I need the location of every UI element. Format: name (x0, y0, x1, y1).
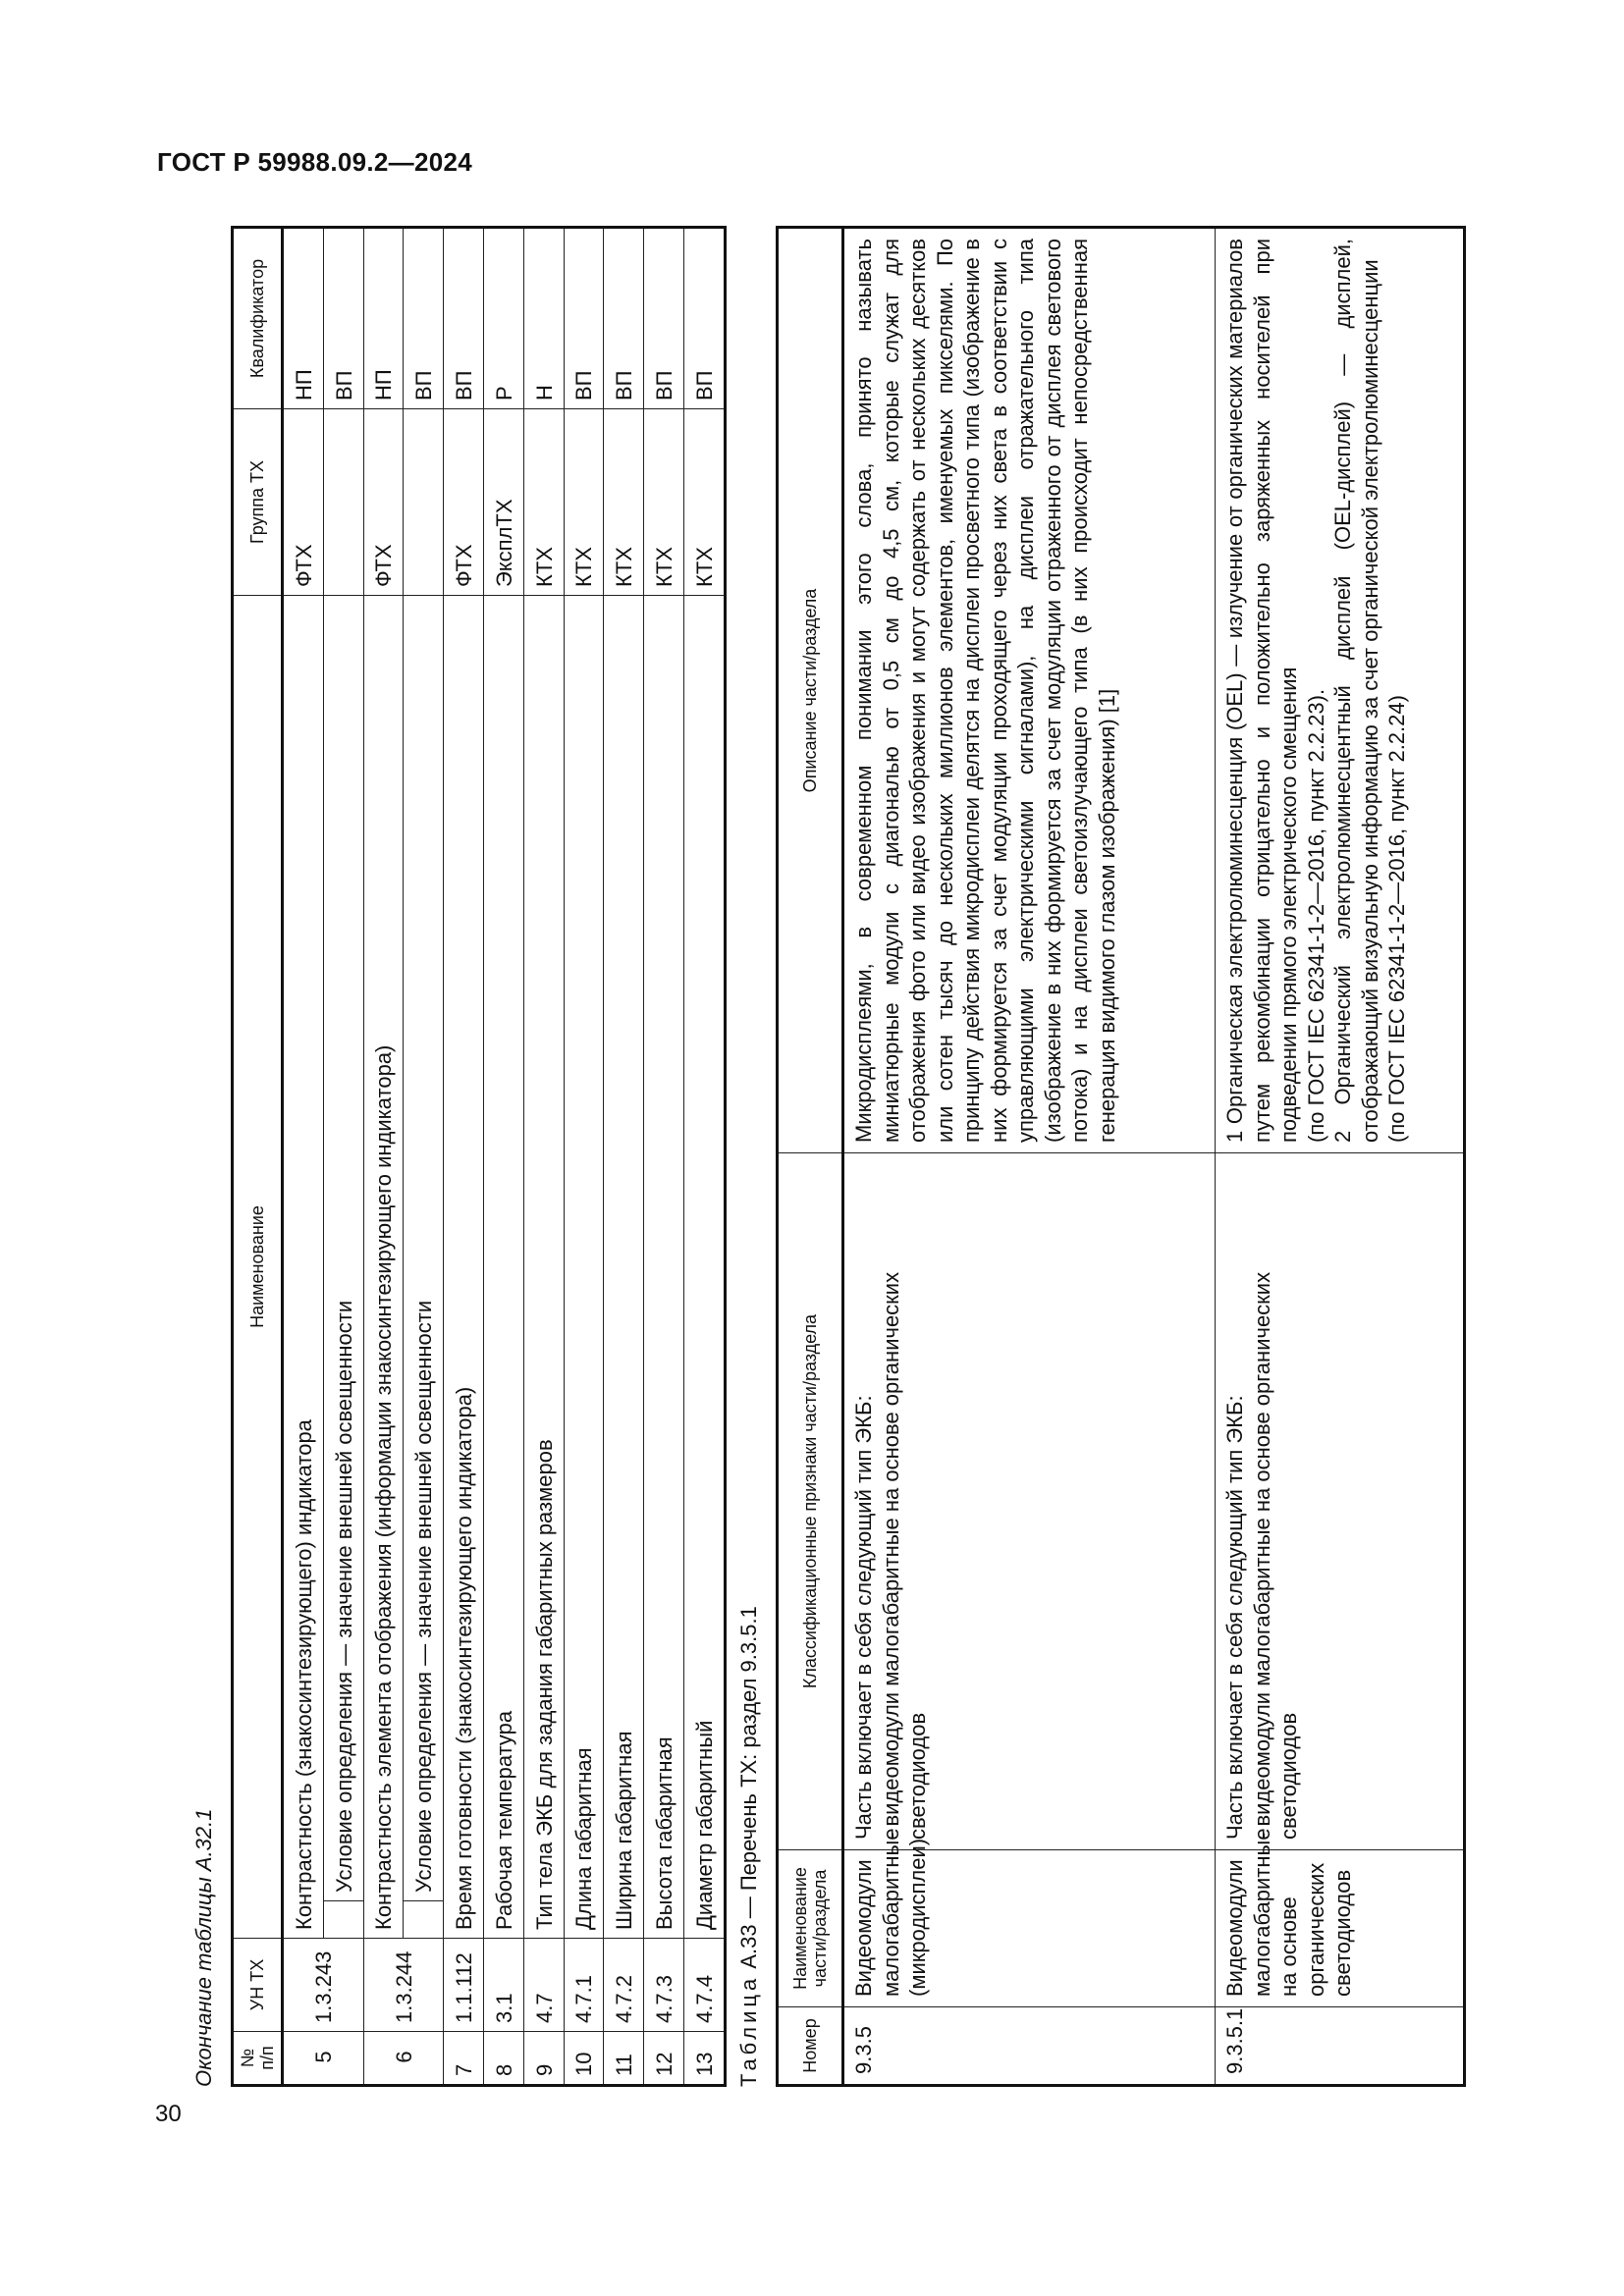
row-qual: НП (363, 228, 404, 409)
row-group: ФТХ (363, 409, 404, 596)
table-row (564, 228, 604, 2086)
row-qual: ВП (604, 228, 644, 409)
table-row (644, 228, 684, 2086)
row-num: 8 (484, 2032, 524, 2086)
table-a33 (776, 226, 1466, 2087)
row-qual: ВП (644, 228, 684, 409)
col-header-section-name: Наименование части/раздела (778, 1850, 843, 2007)
row-qual: ВП (404, 228, 444, 409)
document-code-header: ГОСТ Р 59988.09.2—2024 (157, 147, 472, 177)
row-code: 4.7 (523, 1939, 564, 2032)
table-a32-1-caption: Окончание таблицы А.32.1 (191, 1808, 216, 2087)
row-num: 9 (523, 2032, 564, 2086)
row-qual: ВП (323, 228, 363, 409)
table-row (604, 228, 644, 2086)
table-row (523, 228, 564, 2086)
table-row (444, 228, 484, 2086)
row-group: КТХ (523, 409, 564, 596)
row-description: 1 Органическая электролюминесценция (OEL) — излучение от органических материалов путем рекомбинации отрицательно и положительно заряженных носителей при подведении прямого электрического смещения (по ГОСТ IEC 62341-1-2—2016, пункт 2.2.23). 2 Органический электролюминесцентный дисплей (OEL-дисплей) — дисплей, отображающий визуальную информацию за счет органической электролюминесценции (по ГОСТ IEC 62341-1-2—2016, пункт 2.2.24) (1216, 228, 1465, 1153)
row-code: 4.7.3 (644, 1939, 684, 2032)
col-header-group: Группа ТХ (233, 409, 283, 596)
row-num: 5 (283, 2032, 364, 2086)
col-header-number: Номер (778, 2007, 843, 2086)
row-section-name: Видеомодули малогабаритные на основе органических светодиодов (1216, 1850, 1465, 2007)
row-name: Тип тела ЭКБ для задания габаритных размеров (523, 596, 564, 1939)
table-row (363, 228, 404, 2086)
row-group: КТХ (684, 409, 726, 596)
row-num: 12 (644, 2032, 684, 2086)
row-name: Контрастность (знакосинтезирующего) индикатора (283, 596, 324, 1939)
row-code: 4.7.4 (684, 1939, 726, 2032)
row-name: Диаметр габаритный (684, 596, 726, 1939)
table-row (323, 228, 363, 2086)
row-features: Часть включает в себя следующий тип ЭКБ: - видеомодули малогабаритные на основе органических светодиодов (843, 1153, 1216, 1850)
row-num: 7 (444, 2032, 484, 2086)
row-number: 9.3.5 (843, 2007, 1216, 2086)
table-row (484, 228, 524, 2086)
col-header-features: Классификационные признаки части/раздела (778, 1153, 843, 1850)
table-a33-rotated-block (736, 229, 1492, 2087)
table-a33-caption-text: А.33 — Перечень ТХ: раздел 9.3.5.1 (736, 1606, 761, 1975)
row-name: Ширина габаритная (604, 596, 644, 1939)
table-row (843, 228, 1216, 2086)
row-num: 11 (604, 2032, 644, 2086)
row-description: Микродисплеями, в современном понимании этого слова, принято называть миниатюрные модули с диагональю от 0,5 см до 4,5 см, которые служат для отображения фото или видео изображения и могут содержать от нескольких десятков или сотен тысяч до нескольких миллионов элементов, именуемых пикселями. По принципу действия микродисплеи делятся на дисплеи просветного типа (изображение в них формируется за счет модуляции проходящего через них света в соответствии с управляющими электрическими сигналами), на дисплеи отражательного типа (изображение в них формируется за счет модуляции отраженного от дисплея светового потока) и на дисплеи светоизлучающего типа (в них происходит непосредственная генерация видимого глазом изображения) [1] (843, 228, 1216, 1153)
row-group: ФТХ (283, 409, 324, 596)
col-header-qual: Квалификатор (233, 228, 283, 409)
table-a32-1 (231, 226, 727, 2087)
row-qual: Р (484, 228, 524, 409)
col-header-num: № п/п (233, 2032, 283, 2086)
row-group: ЭксплТХ (484, 409, 524, 596)
row-name: Время готовности (знакосинтезирующего индикатора) (444, 596, 484, 1939)
table-row (283, 228, 324, 2086)
page-number: 30 (155, 2101, 182, 2127)
row-name: Условие определения — значение внешней освещенности (404, 596, 444, 1901)
table-row (1216, 228, 1465, 2086)
row-qual: ВП (564, 228, 604, 409)
col-header-code: УН ТХ (233, 1939, 283, 2032)
row-qual: НП (283, 228, 324, 409)
col-header-description: Описание части/раздела (778, 228, 843, 1153)
row-code: 1.3.243 (283, 1939, 364, 2032)
row-number: 9.3.5.1 (1216, 2007, 1465, 2086)
row-qual: ВП (444, 228, 484, 409)
row-code: 3.1 (484, 1939, 524, 2032)
row-code: 1.3.244 (363, 1939, 444, 2032)
row-name: Условие определения — значение внешней освещенности (323, 596, 363, 1901)
table-a32-1-rotated-block (191, 229, 727, 2087)
row-qual: ВП (684, 228, 726, 409)
row-name: Длина габаритная (564, 596, 604, 1939)
row-name: Высота габаритная (644, 596, 684, 1939)
row-section-name: Видеомодули малогабаритные (микродисплеи) (843, 1850, 1216, 2007)
row-name: Контрастность элемента отображения (информации знакосинтезирующего индикатора) (363, 596, 404, 1939)
table-row (684, 228, 726, 2086)
row-group: ФТХ (444, 409, 484, 596)
row-code: 4.7.2 (604, 1939, 644, 2032)
row-group: КТХ (604, 409, 644, 596)
table-a33-caption-label: Таблица (736, 1974, 761, 2087)
row-group: КТХ (644, 409, 684, 596)
row-features: Часть включает в себя следующий тип ЭКБ: - видеомодули малогабаритные на основе органических светодиодов (1216, 1153, 1465, 1850)
col-header-name: Наименование (233, 596, 283, 1939)
row-group (404, 409, 444, 596)
row-num: 6 (363, 2032, 444, 2086)
row-code: 4.7.1 (564, 1939, 604, 2032)
table-a33-caption (736, 229, 776, 2087)
row-qual: Н (523, 228, 564, 409)
row-group (323, 409, 363, 596)
row-num: 10 (564, 2032, 604, 2086)
row-group: КТХ (564, 409, 604, 596)
row-name: Рабочая температура (484, 596, 524, 1939)
row-code: 1.1.112 (444, 1939, 484, 2032)
table-row (404, 228, 444, 2086)
row-num: 13 (684, 2032, 726, 2086)
